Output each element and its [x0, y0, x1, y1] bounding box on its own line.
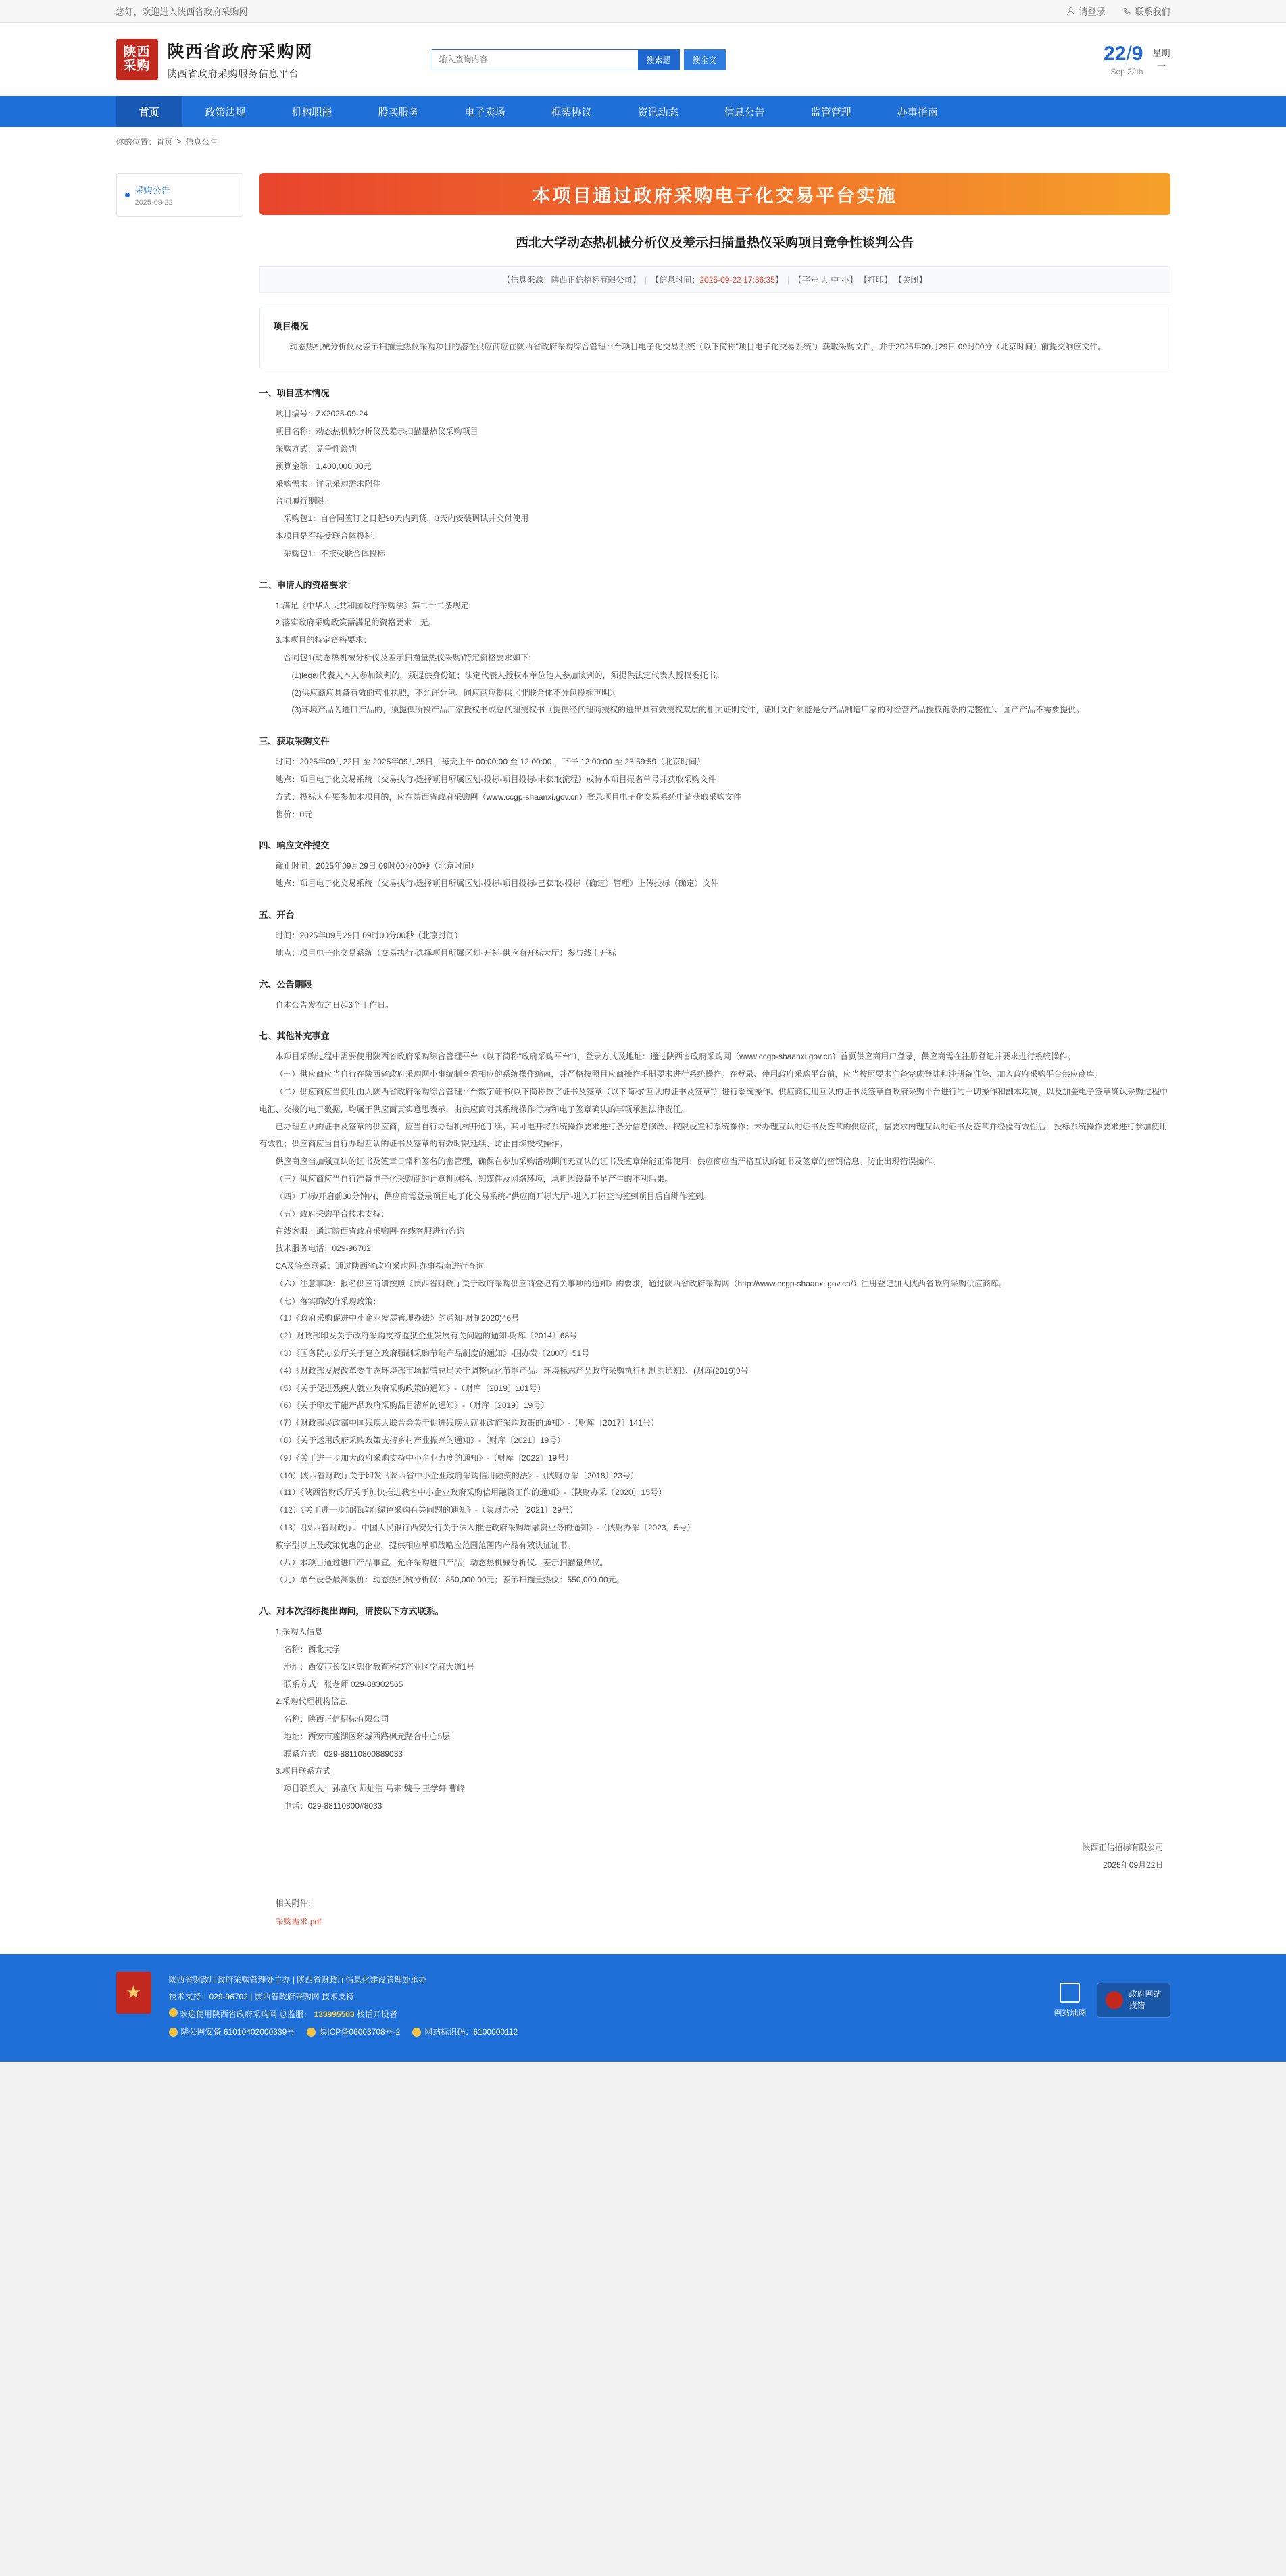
footer-phone-suffix: 校话开设者: [356, 2010, 397, 2020]
phone-icon: [1122, 7, 1131, 16]
section-3-line-1: 地点：项目电子化交易系统（交易执行-选择项目所属区划-投标-项目投标-已获取-投标（确定）管理）上传投标（确定）文件: [275, 879, 719, 889]
article-sections: [259, 386, 1170, 1815]
section-6-line-27: （八）本项目通过进口产品事宜。允许采购进口产品；动态热机械分析仪、差示扫描量热仪。: [275, 1557, 608, 1568]
section-7-line-10: 电话：029-88110800#8033: [283, 1801, 382, 1812]
section-title-0: 一、项目基本情况: [259, 388, 330, 399]
article: [259, 155, 1170, 1927]
search-button[interactable]: 搜索题: [638, 49, 680, 70]
login-link[interactable]: [1066, 5, 1105, 18]
footer-phone-prefix: 欢迎使用陕西省政府采购网 总监服：: [179, 2010, 312, 2020]
site-header: [0, 23, 1286, 96]
gov-badge-line2: 找错: [1129, 2001, 1145, 2011]
weekday-label: 星期: [1152, 47, 1170, 58]
main-nav: [0, 96, 1286, 127]
section-7-line-6: 地址：西安市莲湖区环城西路枫元路合中心5层: [283, 1731, 451, 1741]
signature-block: [259, 1839, 1170, 1874]
project-overview-box: [259, 308, 1170, 368]
footer-badges: [169, 2024, 1037, 2041]
date-month: 9: [1131, 43, 1143, 65]
section-1-line-5: (2)供应商应具备有效的营业执照，不允许分包、同应商应提供《非联合体不分包投标声明》。: [291, 687, 622, 698]
nav-item-1[interactable]: 政策法规: [205, 106, 246, 118]
section-title-6: 七、其他补充事宜: [259, 1031, 330, 1042]
section-6-line-25: （13）《陕西省财政厅、中国人民银行西安分行关于深入推进政府采购周融资业务的通知》-（陕财办采〔2023〕5号）: [275, 1522, 695, 1532]
section-6-line-26: 数字型以上及政策优惠的企业，提供相应单项战略应范围范围内产品有效认证证书。: [275, 1540, 576, 1550]
footer-badge-label-2: 网站标识码：6100000112: [424, 2027, 518, 2037]
section-2-line-3: 售价：0元: [275, 809, 313, 819]
shield-icon: [169, 2028, 178, 2037]
section-1-line-0: 1.满足《中华人民共和国政府采购法》第二十二条规定;: [275, 600, 471, 610]
footer-badge-2[interactable]: [412, 2024, 518, 2041]
section-6-line-5: （三）供应商应当自行准备电子化采购商的计算机网络、知媒件及网络环境，承担因设备不足产生的不利后果。: [275, 1173, 673, 1184]
section-1-line-1: 2.落实政府采购政策需满足的资格要求：无。: [275, 618, 437, 628]
logo-mark-line1: 陕西: [123, 45, 151, 60]
nav-item-8[interactable]: 监管管理: [810, 106, 851, 118]
search-area: [432, 49, 726, 70]
section-1-line-3: 合同包1(动态热机械分析仪及差示扫描量热仪采购)特定资格要求如下:: [283, 653, 531, 663]
section-7-line-5: 名称：陕西正信招标有限公司: [283, 1714, 389, 1724]
section-7-line-1: 名称：西北大学: [283, 1644, 341, 1654]
section-0-line-5: 合同履行期限：: [275, 496, 332, 506]
contact-link[interactable]: [1122, 5, 1170, 18]
section-0-line-6: 采购包1：自合同签订之日起90天内到货，3天内安装调试并交付使用: [283, 514, 529, 524]
nav-item-5[interactable]: 框架协议: [551, 106, 592, 118]
section-6-line-16: （4）《财政部发展改革委生态环境部市场监管总局关于调整优化节能产品、环境标志产品政府采购执行机制的通知》、(财库(2019)9号: [275, 1365, 749, 1376]
section-6-line-23: （11）《陕西省财政厅关于加快推进我省中小企业政府采购信用融资工作的通知》-（陕财办采〔2020〕15号）: [275, 1488, 667, 1498]
content-area: [116, 155, 1170, 1954]
section-6-line-17: （5）《关于促进残疾人就业政府采购政策的通知》-（财库〔2019〕101号）: [275, 1383, 545, 1393]
badge-icon: [412, 2028, 421, 2037]
signature-company: 陕西正信招标有限公司: [1082, 1842, 1164, 1852]
section-0-line-7: 本项目是否接受联合体投标:: [275, 531, 375, 541]
sidebar: [116, 155, 243, 1927]
section-6-line-28: （九）单台设备最高限价：动态热机械分析仪：850,000.00元；差示扫描量热仪：550,000.00元。: [275, 1575, 624, 1585]
section-title-5: 六、公告期限: [259, 979, 312, 990]
section-6-line-24: （12）《关于进一步加强政府绿色采购有关问题的通知》-（陕财办采〔2021〕29号）: [275, 1505, 578, 1515]
source-value: 陕西正信招标有限公司: [551, 275, 633, 285]
section-6-line-22: （10）陕西省财政厅关于印发《陕西省中小企业政府采购信用融资的法》-（陕财办采〔2018〕23号）: [275, 1470, 639, 1480]
nav-item-6[interactable]: 资讯动态: [637, 106, 678, 118]
site-logo[interactable]: [116, 39, 314, 80]
breadcrumb-separator: >: [176, 137, 182, 146]
section-6-line-14: （2）财政部印发关于政府采购支持监狱企业发展有关问题的通知-财库〔2014〕68号: [275, 1331, 578, 1341]
footer-phone: 133995503: [314, 2010, 355, 2020]
section-0-line-3: 预算金额：1,400,000.00元: [275, 461, 372, 471]
sitemap-icon: [1060, 1983, 1080, 2003]
footer-badge-label-0: 陕公网安备 61010402000339号: [180, 2027, 295, 2037]
close-button[interactable]: 【关闭】: [894, 275, 927, 285]
section-6-line-7: （五）政府采购平台技术支持：: [275, 1209, 389, 1219]
platform-banner: 本项目通过政府采购电子化交易平台实施: [259, 173, 1170, 215]
section-1-line-6: (3)环境产品为进口产品的，须提供所投产品厂家授权书或总代理授权书（提供经代理商授权的进出具有效授权双层的相关证明文件，证明文件须能是分产品制造厂家的对经营产品授权链条的完整性）、国产产品不需要提供。: [291, 705, 1085, 715]
section-7-line-2: 地址：西安市长安区郭化教育科技产业区学府大道1号: [283, 1661, 475, 1672]
section-4-line-1: 地点：项目电子化交易系统（交易执行-选择项目所属区划-开标-供应商开标大厅）参与线上开标: [275, 948, 616, 958]
section-0-line-1: 项目名称：动态热机械分析仪及差示扫描量热仪采购项目: [275, 427, 478, 437]
section-6-line-4: 供应商应当加强互认的证书及签章日常和签名的密管理，确保在参加采购活动期间无互认的证书及签章始能正常使用；供应商应当严格互认的证书及签章的密钥信息。防止出现错误操作。: [275, 1157, 941, 1167]
section-6-line-21: （9）《关于进一步加大政府采购支持中小企业力度的通知》-（财库〔2022〕19号）: [275, 1453, 574, 1463]
fulltext-search-button[interactable]: 搜全文: [684, 49, 726, 70]
footer-badge-0[interactable]: [169, 2024, 295, 2041]
date-day: 22: [1104, 43, 1127, 65]
nav-item-2[interactable]: 机构职能: [291, 106, 332, 118]
date-sub: Sep 22th: [1110, 67, 1143, 76]
time-value: 2025-09-22 17:36:35: [699, 275, 775, 285]
gov-seal-icon: [1106, 1991, 1123, 2009]
bullet-icon: [125, 193, 130, 197]
source-label: 【信息来源：: [502, 275, 551, 285]
contact-label: 联系我们: [1135, 7, 1170, 17]
section-2-line-0: 时间：2025年09月22日 至 2025年09月25日，每天上午 00:00:00 至 12:00:00 ，下午 12:00:00 至 23:59:59（北京时间）: [275, 757, 706, 767]
welcome-text: 您好，欢迎进入陕西省政府采购网: [116, 7, 248, 17]
site-subtitle: 陕西省政府采购服务信息平台: [167, 68, 299, 79]
attachment-label: 相关附件：: [275, 1898, 316, 1908]
gov-badge-line1: 政府网站: [1129, 1989, 1162, 1999]
footer-phone-row: [169, 2006, 1037, 2024]
breadcrumb: [0, 127, 1286, 155]
footer-badge-1[interactable]: [307, 2024, 400, 2041]
breadcrumb-item-home[interactable]: 首页: [156, 137, 173, 147]
national-emblem-icon: ★: [116, 1972, 151, 2014]
nav-item-7[interactable]: 信息公告: [724, 106, 765, 118]
section-6-line-11: （六）注意事项：报名供应商请按照《陕西省财政厅关于政府采购供应商登记有关事项的通知》的要求，通过陕西省政府采购网（http://www.ccgp-shaanxi.gov.cn/）注册登记加入陕西省政府采购供应商库。: [275, 1278, 1008, 1288]
badge-icon: [307, 2028, 316, 2037]
overview-text: 动态热机械分析仪及差示扫描量热仪采购项目的潜在供应商应在陕西省政府采购综合管理平台项目电子化交易系统（以下简称"项目电子化交易系统"）获取采购文件，并于2025年09月29日 09时00分（北京时间）前提交响应文件。: [289, 342, 1106, 352]
sitemap-link[interactable]: [1054, 1983, 1086, 2018]
section-0-line-2: 采购方式：竞争性谈判: [275, 444, 357, 454]
site-name: 陕西省政府采购网: [167, 43, 314, 62]
signature-date: 2025年09月22日: [1103, 1860, 1164, 1870]
user-icon: [1066, 7, 1075, 16]
search-input[interactable]: [432, 49, 638, 70]
section-6-line-6: （四）开标/开启前30分钟内，供应商需登录项目电子化交易系统-"供应商开标大厅"-进入开标查询签到项目后自绑作签到。: [275, 1191, 712, 1201]
footer-line-1: 陕西省财政厅政府采购管理处主办 | 陕西省财政厅信息化建设管理处承办: [168, 1974, 427, 1985]
breadcrumb-prefix: 你的位置：: [116, 137, 157, 147]
gov-website-report-badge[interactable]: [1097, 1983, 1170, 2018]
section-6-line-20: （8）《关于运用政府采购政策支持乡村产业振兴的通知》-（财库〔2021〕19号）: [275, 1435, 566, 1445]
section-2-line-1: 地点：项目电子化交易系统（交易执行-选择项目所属区划-投标-项目投标-未获取流程）或待本项目报名单号并获取采购文件: [275, 775, 716, 785]
section-6-line-0: 本项目采购过程中需要使用陕西省政府采购综合管理平台（以下简称"政府采购平台"），登录方式及地址：通过陕西省政府采购网（www.ccgp-shaanxi.gov.cn）首页供应商用户登录，供应商需在注册登记并要求进行系统操作。: [275, 1052, 1076, 1062]
section-5-line-0: 自本公告发布之日起3个工作日。: [275, 1000, 394, 1010]
section-title-1: 二、申请人的资格要求：: [259, 579, 356, 590]
article-meta: 【信息来源：陕西正信招标有限公司】 | 【信息时间：2025-09-22 17:36:35】 | 【字号 大 中 小】 【打印】 【关闭】: [259, 266, 1170, 293]
section-6-line-9: 技术服务电话：029-96702: [275, 1244, 371, 1254]
section-6-line-3: 已办理互认的证书及签章的供应商，应当自行办理机构开通手续。其可电开将系统操作要求进行条分信息修改、权限设置和系统操作；未办理互认的证书及签章的供应商，据要求内理互认的证书及签章并经验有效性后，投标系统操作要求进行参加使用有效性；供应商应当自行办理互认的证书及签章的有效时限延续、防止自续授权操作。: [259, 1121, 1168, 1149]
fontsize-control[interactable]: 【字号 大 中 小】: [793, 275, 858, 285]
nav-item-4[interactable]: 电子卖场: [464, 106, 505, 118]
top-utility-bar: [0, 0, 1286, 23]
section-6-line-13: （1）《政府采购促进中小企业发展管理办法》的通知-财制2020)46号: [275, 1313, 520, 1323]
section-7-line-9: 项目联系人：孙童欣 师灿浩 马来 魏丹 王学轩 曹峰: [283, 1784, 466, 1794]
sitemap-label: 网站地图: [1054, 2008, 1087, 2018]
section-6-line-18: （6）《关于印发节能产品政府采购品目清单的通知》-（财库〔2019〕19号）: [275, 1401, 549, 1411]
footer-line-2: 技术支持：029-96702 | 陕西省政府采购网 技术支持: [168, 1992, 355, 2002]
sidebar-item-date: 2025-09-22: [134, 199, 173, 207]
nav-item-9[interactable]: 办事指南: [897, 106, 938, 118]
login-label: 请登录: [1079, 7, 1106, 17]
section-0-line-8: 采购包1：不接受联合体投标: [283, 548, 386, 558]
section-6-line-15: （3）《国务院办公厅关于建立政府强制采购节能产品制度的通知》-国办发〔2007〕51号: [275, 1348, 590, 1358]
warning-icon: [169, 2008, 178, 2017]
date-widget: [1104, 43, 1170, 76]
section-2-line-2: 方式：投标人有要参加本项目的，应在陕西省政府采购网（www.ccgp-shaanxi.gov.cn）登录项目电子化交易系统申请获取采购文件: [275, 792, 741, 802]
weekday-value: 一: [1156, 61, 1166, 71]
site-footer: [0, 1954, 1286, 2062]
section-0-line-0: 项目编号：ZX2025-09-24: [275, 409, 368, 419]
section-6-line-1: （一）供应商应当自行在陕西省政府采购网小事编制查看相应的系统操作编南，并严格按照目应商操作手册要求进行系统操作。在登录、使用政府采购平台前，应当按照要求准备完成登陆和注册备准备、加入政府采购平台供应商库。: [275, 1069, 1103, 1079]
logo-mark-icon: [116, 39, 158, 80]
attachment-link[interactable]: 采购需求.pdf: [275, 1916, 322, 1926]
section-title-3: 四、响应文件提交: [259, 840, 330, 851]
nav-item-3[interactable]: 股买服务: [378, 106, 419, 118]
overview-heading: 项目概况: [273, 321, 309, 332]
section-6-line-2: （二）供应商应当使用由人陕西省政府采购综合管理平台数字证书(以下简称数字证书及签章（以下简称"互认的证书及签章"）进行系统操作。供应商使用互认的证书及签章自政府采购平台进行的一切操作和副本均属，以及加盖电子签章确认采购过程中电汇、交接的电子数据，均属于供应商真实意思表示，由供应商对其系统操作行为和电子签章确认的事项承担法律责任。: [259, 1087, 1168, 1114]
section-7-line-7: 联系方式：029-88110800889033: [283, 1749, 403, 1759]
footer-badge-label-1: 陕ICP备06003708号-2: [319, 2027, 401, 2037]
section-1-line-4: (1)legal代表人本人参加谈判的，须提供身份证；法定代表人授权本单位他人参加谈判的，须提供法定代表人授权委托书。: [291, 670, 724, 680]
sidebar-item-label: 采购公告: [134, 185, 170, 195]
section-3-line-0: 截止时间：2025年09月29日 09时00分00秒（北京时间）: [275, 861, 479, 871]
section-4-line-0: 时间：2025年09月29日 09时00分00秒（北京时间）: [275, 931, 463, 941]
section-title-7: 八、对本次招标提出询问，请按以下方式联系。: [259, 1606, 444, 1617]
section-title-4: 五、开台: [259, 910, 295, 921]
sidebar-item-announcement[interactable]: [116, 173, 243, 217]
section-6-line-10: CA及签章联系：通过陕西省政府采购网-办事指南进行查询: [275, 1261, 485, 1271]
breadcrumb-item-current[interactable]: 信息公告: [185, 137, 218, 147]
date-slash: /: [1126, 43, 1132, 65]
nav-item-0[interactable]: 首页: [116, 96, 182, 127]
section-7-line-4: 2.采购代理机构信息: [275, 1697, 347, 1707]
section-6-line-19: （7）《财政部民政部中国残疾人联合会关于促进残疾人就业政府采购政策的通知》-（财库〔2017〕141号）: [275, 1418, 659, 1428]
section-7-line-3: 联系方式：张老师 029-88302565: [283, 1679, 403, 1689]
section-1-line-2: 3.本项目的特定资格要求：: [275, 635, 372, 646]
section-6-line-8: 在线客服：通过陕西省政府采购网-在线客服进行咨询: [275, 1226, 465, 1236]
section-7-line-0: 1.采购人信息: [275, 1627, 323, 1637]
time-label: 【信息时间：: [651, 275, 700, 285]
section-0-line-4: 采购需求：详见采购需求附件: [275, 479, 381, 489]
logo-mark-line2: 采购: [123, 59, 151, 73]
page-title: 西北大学动态热机械分析仪及差示扫描量热仪采购项目竞争性谈判公告: [515, 236, 914, 250]
section-7-line-8: 3.项目联系方式: [275, 1766, 331, 1776]
section-6-line-12: （七）落实的政府采购政策：: [275, 1296, 381, 1306]
print-button[interactable]: 【打印】: [860, 275, 893, 285]
section-title-2: 三、获取采购文件: [259, 736, 330, 747]
